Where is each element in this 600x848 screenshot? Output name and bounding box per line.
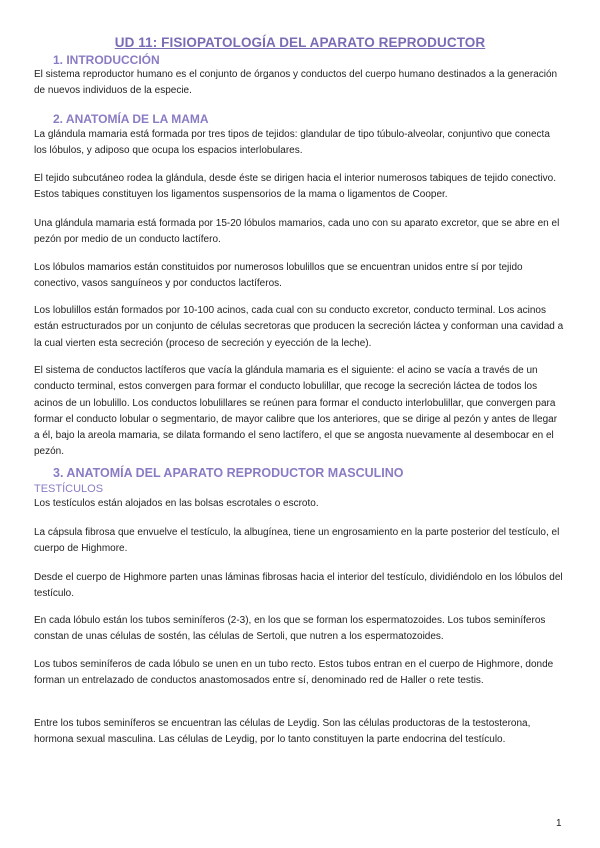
- paragraph-mama-3: Una glándula mamaria está formada por 15-20 lóbulos mamarios, cada uno con su aparato excretor, que se abre en el pezón por medio de un conducto lactífero.: [34, 218, 560, 246]
- paragraph-masculino-1: Los testículos están alojados en las bolsas escrotales o escroto.: [34, 498, 319, 509]
- paragraph-masculino-6: Entre los tubos seminíferos se encuentran las células de Leydig. Son las células productoras de la testosterona, hormona sexual masculina. Las células de Leydig, por lo tanto constituyen la parte endocrina del testículo.: [34, 718, 531, 746]
- paragraph-masculino-4: En cada lóbulo están los tubos seminíferos (2-3), en los que se forman los espermatozoides. Los tubos seminíferos constan de unas células de sostén, las células de Sertoli, que nutren a los espermatozoides.: [34, 615, 546, 643]
- paragraph-mama-6: El sistema de conductos lactíferos que vacía la glándula mamaria es el siguiente: el acino se vacía a través de un conducto terminal, estos convergen para formar el conducto lobulillar, que recoge la secreción láctea de todos los acinos de un lobulillo. Los conductos lobulillares se reúnen para formar el conducto interlobulillar, que convergen para formar el conducto lobular o segmentario, de mayor calibre que los anteriores, que se dirige al pezón y antes de llegar a él, bajo la areola mamaria, se dilata formando el seno lactífero, el que se angosta nuevamente al desembocar en el pezón.: [34, 365, 558, 458]
- paragraph-mama-1: La glándula mamaria está formada por tres tipos de tejidos: glandular de tipo túbulo-alveolar, conjuntivo que conecta los lóbulos, y adiposo que ocupa los espacios interlobulares.: [34, 129, 550, 157]
- paragraph-masculino-2: La cápsula fibrosa que envuelve el testículo, la albugínea, tiene un engrosamiento en la parte posterior del testículo, el cuerpo de Highmore.: [34, 527, 560, 555]
- paragraph-mama-4: Los lóbulos mamarios están constituidos por numerosos lobulillos que se encuentran unidos entre sí por tejido conectivo, vasos sanguíneos y por conductos lactíferos.: [34, 262, 523, 290]
- paragraph-masculino-5: Los tubos seminíferos de cada lóbulo se unen en un tubo recto. Estos tubos entran en el cuerpo de Highmore, donde forman un entrelazado de conductos anastomosados entre sí, denominado red de Haller o rete testis.: [34, 659, 554, 687]
- paragraph-mama-5: Los lobulillos están formados por 10-100 acinos, cada cual con su conducto excretor, conducto terminal. Los acinos están estructurados por un conjunto de células secretoras que producen la secreción láctea y conforman una cavidad a la cual vierten esta secreción (proceso de secreción y eyección de la leche).: [34, 305, 564, 349]
- paragraph-intro-1: El sistema reproductor humano es el conjunto de órganos y conductos del cuerpo humano destinados a la generación de nuevos individuos de la especie.: [34, 69, 558, 97]
- page-number: 1: [556, 818, 562, 829]
- page-title: UD 11: FISIOPATOLOGÍA DEL APARATO REPRODUCTOR: [114, 35, 486, 50]
- heading-anatomia-mama: 2. ANATOMÍA DE LA MAMA: [53, 112, 209, 126]
- subheading-testiculos: TESTÍCULOS: [34, 483, 104, 495]
- heading-introduccion: 1. INTRODUCCIÓN: [53, 53, 160, 67]
- paragraph-mama-2: El tejido subcutáneo rodea la glándula, desde éste se dirigen hacia el interior numerosos tabiques de tejido conectivo. Estos tabiques constituyen los ligamentos suspensorios de la mama o ligamentos de Cooper.: [34, 173, 557, 201]
- heading-aparato-masculino: 3. ANATOMÍA DEL APARATO REPRODUCTOR MASCULINO: [53, 466, 404, 480]
- paragraph-masculino-3: Desde el cuerpo de Highmore parten unas láminas fibrosas hacia el interior del testículo, dividiéndolo en los lóbulos del testículo.: [34, 572, 563, 600]
